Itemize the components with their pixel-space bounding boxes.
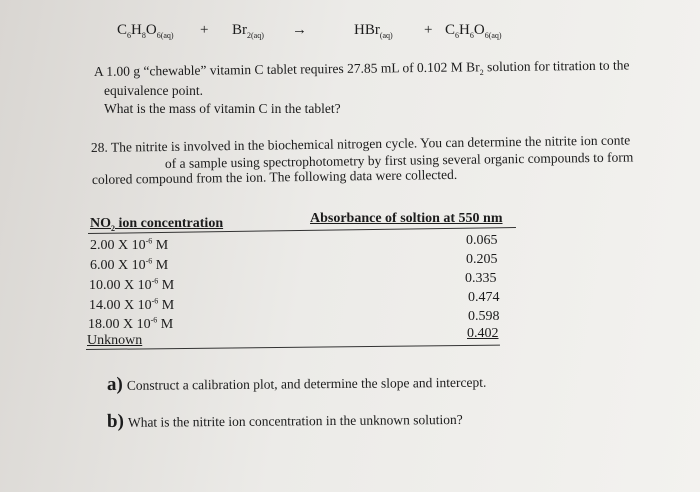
- equation-reactant-bromine: $Br_{2(aq)}$: [232, 22, 264, 40]
- equation-product-dehydroascorbic: $C_6H_6O_{6(aq)}$: [445, 22, 502, 40]
- part-b-text: What is the nitrite ion concentration in the unknown solution?: [127, 411, 463, 430]
- part-a-letter: a): [106, 373, 123, 395]
- part-a: [107, 371, 487, 396]
- problem-27-line-2: equivalence point.: [104, 83, 203, 98]
- table-unknown-abs: 0.402: [467, 326, 499, 341]
- table-bottom-rule: [86, 345, 500, 350]
- part-b: [107, 408, 463, 433]
- equation-plus: +: [424, 22, 433, 38]
- part-a-text: Construct a calibration plot, and determine the slope and intercept.: [126, 374, 487, 393]
- table-row-conc: 2.00 X $10^{-6}$ M: [90, 236, 169, 253]
- table-row-abs: 0.474: [468, 290, 500, 305]
- table-header-absorbance: Absorbance of soltion at 550 nm: [310, 211, 503, 226]
- table-row-abs: 0.335: [465, 271, 497, 286]
- equation-product-hbr: HBr$_{(aq)}$: [354, 22, 393, 40]
- problem-28-line-1: 28. The nitrite is involved in the biochemical nitrogen cycle. You can determine the nitrite ion conte: [90, 132, 631, 155]
- table-header-concentration: $NO_2$ ion concentration: [90, 216, 224, 233]
- problem-27-question: What is the mass of vitamin C in the tablet?: [104, 101, 341, 116]
- table-unknown-label: Unknown: [87, 333, 143, 348]
- equation-arrow: →: [292, 22, 307, 38]
- problem-28-line-3: colored compound from the ion. The following data were collected.: [91, 166, 458, 187]
- problem-27-line-1: A 1.00 g “chewable” vitamin C tablet requires 27.85 mL of 0.102 M $Br_2$ solution for titration to the: [93, 57, 630, 79]
- table-row-conc: 6.00 X $10^{-6}$ M: [90, 256, 169, 273]
- equation-plus: +: [200, 22, 209, 38]
- table-row-abs: 0.598: [468, 309, 500, 324]
- equation-reactant-vitamin-c: $C_6H_8O_{6(aq)}$: [117, 22, 174, 40]
- table-row-conc: 10.00 X $10^{-6}$ M: [89, 276, 175, 293]
- table-row-abs: 0.205: [466, 252, 498, 267]
- problem-28-line-2: of a sample using spectrophotometry by first using several organic compounds to form: [164, 149, 634, 171]
- table-row-conc: 18.00 X $10^{-6}$ M: [88, 315, 174, 332]
- table-row-conc: 14.00 X $10^{-6}$ M: [89, 296, 175, 313]
- table-row-abs: 0.065: [466, 233, 498, 248]
- part-b-letter: b): [106, 410, 124, 432]
